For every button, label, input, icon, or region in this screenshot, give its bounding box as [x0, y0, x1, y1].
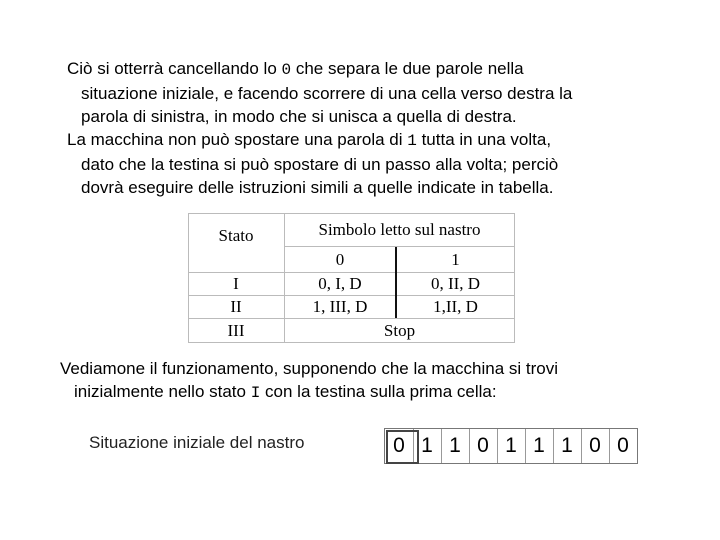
column-0-header: 0	[335, 249, 345, 269]
text: La macchina non può spostare una parola di	[67, 130, 408, 149]
text: tutta in una volta,	[416, 130, 552, 149]
row-state: III	[227, 320, 245, 340]
tape-cell: 1	[449, 434, 461, 457]
paragraph-2	[67, 128, 558, 199]
tape-cell: 1	[505, 434, 517, 457]
paragraph-2-line-3: dovrà eseguire delle istruzioni simili a quelle indicate in tabella.	[81, 178, 554, 197]
code-zero: 0	[281, 61, 292, 79]
header-symbol: Simbolo letto sul nastro	[318, 219, 481, 239]
tape-cell: 1	[533, 434, 545, 457]
tape-cell: 0	[393, 434, 405, 457]
paragraph-3-line-1: Vediamone il funzionamento, supponendo che la macchina si trovi	[60, 359, 559, 378]
column-1-header: 1	[451, 249, 460, 269]
text: Ciò si otterrà cancellando lo	[67, 59, 282, 78]
paragraph-1-line-1	[67, 57, 572, 82]
row-cell: 0, I, D	[318, 274, 362, 293]
header-state: Stato	[218, 225, 254, 245]
paragraph-1	[67, 57, 572, 128]
paragraph-2-line-2: dato che la testina si può spostare di un passo alla volta; perciò	[81, 155, 559, 174]
row-cell: 1, III, D	[312, 297, 368, 316]
tape-cell: 0	[589, 434, 601, 457]
tape-cell: 0	[617, 434, 629, 457]
row-state: II	[230, 297, 242, 316]
text: inizialmente nello stato	[74, 382, 251, 401]
tape-label: Situazione iniziale del nastro	[89, 433, 305, 452]
row-state: I	[233, 274, 239, 293]
row-cell: 0, II, D	[430, 274, 481, 293]
row-stop: Stop	[383, 320, 416, 340]
text: che separa le due parole nella	[291, 59, 524, 78]
tape	[384, 428, 638, 464]
tape-cell: 1	[561, 434, 573, 457]
transition-table	[188, 213, 515, 343]
row-cell: 1,II, D	[433, 297, 478, 316]
tape-head-marker	[386, 430, 419, 464]
paragraph-1-line-3: parola di sinistra, in modo che si unisca a quella di destra.	[81, 107, 517, 126]
text: con la testina sulla prima cella:	[260, 382, 497, 401]
paragraph-1-line-2: situazione iniziale, e facendo scorrere di una cella verso destra la	[81, 84, 573, 103]
tape-cell: 0	[477, 434, 489, 457]
code-one: 1	[407, 132, 417, 150]
code-state-i: I	[250, 384, 261, 402]
paragraph-2-line-1	[67, 128, 558, 153]
paragraph-3-line-2	[60, 380, 558, 405]
paragraph-3	[60, 357, 558, 405]
tape-cell: 1	[421, 434, 433, 457]
